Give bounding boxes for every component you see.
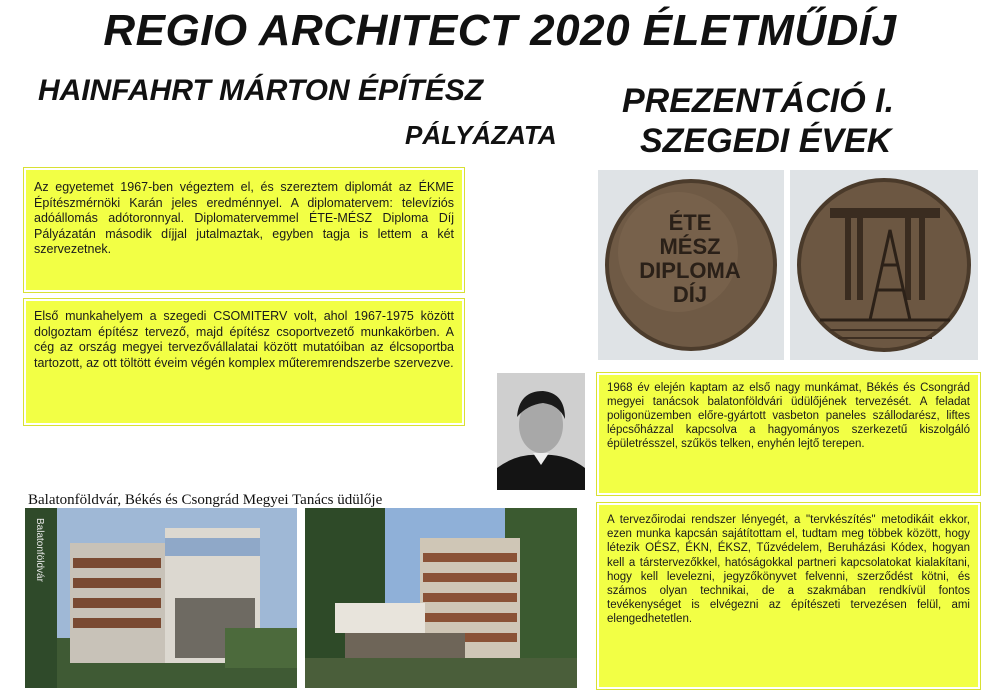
text-box-office-system — [597, 503, 980, 689]
text-box-diploma-text: Az egyetemet 1967-ben végeztem el, és szereztem diplomát az ÉKME Építészmérnöki Karán jeles eredménnyel. A diplomatervem: televíziós adóállomás adótoronnyal. Diplomatervemmel ÉTE-MÉSZ Diploma Díj Pályázatán második díjjal jutalmaztak, egyben tagja is lettem a két szervezetnek. — [34, 180, 454, 256]
text-box-csomiterv — [24, 299, 464, 425]
building-photo-right — [305, 508, 577, 688]
portrait-photo — [497, 373, 585, 490]
text-box-first-work — [597, 373, 980, 495]
text-box-first-work-text: 1968 év elején kaptam az első nagy munkámat, Békés és Csongrád megyei tanácsok balatonföldvári üdülőjének tervezését. A feladat poligonüzemben előre-gyártott vasbeton paneles szállodarész, liftes lépcsőházzal kapcsolva a hagyományos szerkezetű kiszolgáló épületrésszel, szűkös telken, enyhén lejtő terepen. — [607, 382, 970, 450]
building-photo-left — [25, 508, 297, 688]
subtitle-architect: HAINFAHRT MÁRTON ÉPÍTÉSZ — [38, 74, 484, 107]
medal-front-image — [598, 170, 784, 360]
presentation-subtitle: SZEGEDI ÉVEK — [640, 122, 892, 160]
medal-back-image — [790, 170, 978, 360]
text-box-diploma — [24, 168, 464, 292]
photo-caption: Balatonföldvár, Békés és Csongrád Megyei Tanács üdülője — [28, 492, 383, 508]
medal-text-diploma: DIPLOMA — [639, 258, 741, 283]
building-sign-text: Balatonföldvár — [34, 518, 45, 582]
medal-text-dij: DÍJ — [672, 282, 708, 307]
text-box-csomiterv-text: Első munkahelyem a szegedi CSOMITERV volt, ahol 1967-1975 között dolgoztam építész tervező, majd építész csoportvezető munkakörben. A cég az ország megyei tervezővállalatai között mutatóiban az élcsoportba tartozott, az ott töltött éveim végén komplex műteremrendszerbe szervezve. — [34, 309, 454, 370]
presentation-title: PREZENTÁCIÓ I. — [622, 82, 895, 120]
text-box-office-system-text: A tervezőirodai rendszer lényegét, a "tervkészítés" metodikáit ekkor, ezen munka kapcsán sajátítottam el, tudtam meg többek között, hogy létezik OÉSZ, ÉKN, ÉKSZ, Tűzvédelem, Beruházási Kódex, hogyan kell a társtervezőkkel, hatóságokkal partneri kapcsolatokat kialakítani, hogy kell levelezni, jegyzőkönyvet felvenni, szerződést kötni, és számos olyan technikai, de a szakmában rendkívül fontos tevékenységet is elvégezni az építészeti tervezésen felül, ami elengedhetetlen. — [607, 514, 970, 626]
medal-text-mesz: MÉSZ — [659, 234, 721, 259]
medal-text-ete: ÉTE — [668, 210, 712, 235]
page-title: REGIO ARCHITECT 2020 ÉLETMŰDÍJ — [103, 6, 897, 55]
subtitle-application: PÁLYÁZATA — [405, 120, 557, 150]
